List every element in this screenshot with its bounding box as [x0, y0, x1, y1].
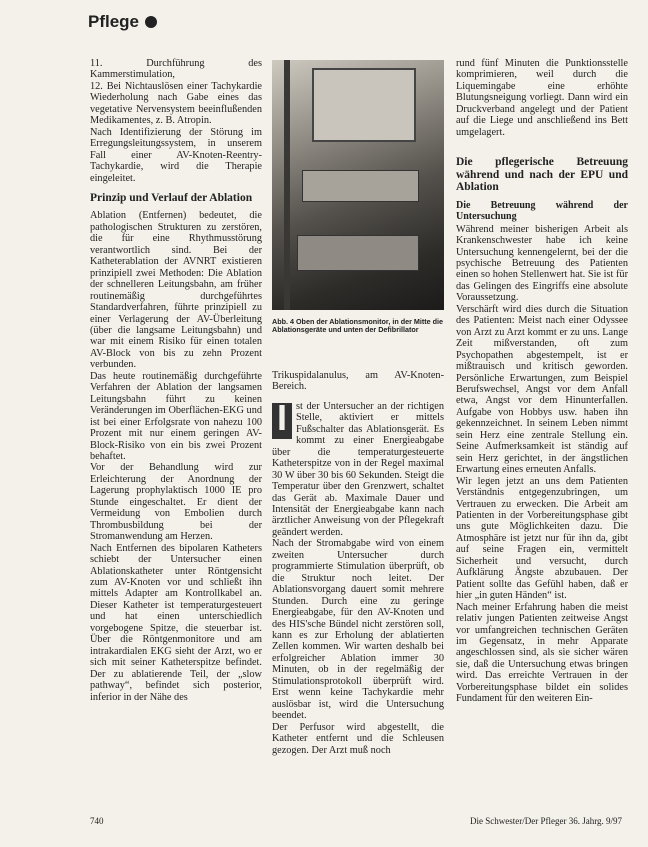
col1-intro: 11. Durchführung des Kammerstimulation, 12. Bei Nichtauslösen einer Tachykardie Wiederholung nach Gabe eines das vegetative Nervensystem beeinflußenden Medikamentes, z. B. Atropin. Nach Identifizierung der Störung im Erregungsleitungssystem, in unserem Fall einer AV-Knoten-Reentry-Tachykardie, wird die Therapie eingeleitet.: [90, 58, 262, 184]
figure-caption: Abb. 4 Oben der Ablationsmonitor, in der Mitte die Ablationsgeräte und unten der Defibrillator: [272, 317, 444, 335]
journal-reference: Die Schwester/Der Pfleger 36. Jahrg. 9/97: [470, 816, 623, 826]
col1-body: Ablation (Entfernen) bedeutet, die pathologischen Strukturen zu zerstören, die für eine Rhythmusstörung verantwortlich sind. Bei der Katheterablation der AVNRT existieren prinzipiell zwei Methoden: Die Ablation der schnelleren Leitungsbahn, am früher routinemäßig durchgeführtes Standardverfahren, führte prinzipiell zu einer Verlagerung der AV-Überleitung (über die langsame Leitungsbahn) und war mit einem Risiko für einen totalen AV-Block von bis zu zehn Prozent verbunden. Das heute routinemäßig durchgeführte Verfahren der Ablation der langsamen Leitungsbahn führt zu keinen Veränderungen im Oberflächen-EKG und ist bei einer Erfolgsrate von nahezu 100 Prozent mit nur einem geringen AV-Block-Risiko von ein bis zwei Prozent behaftet. Vor der Behandlung wird zur Erleichterung der Anordnung der Lagerung prophylaktisch 1000 IE pro Stunde eingeschaltet. Er dient der Vermeidung von Embolien durch Thrombusbildung bei der Stromanwendung am Herzen. Nach Entfernen des bipolaren Katheters schiebt der Untersucher einen Ablationskatheter unter Röntgensicht zum AV-Knoten vor und schließt ihn mittels Adapter am Kontrollkabel an. Dieser Katheter ist temperaturgesteuert und hat einen unterschiedlich vorgebogene Spitze, die steuerbar ist. Über die Röntgenmonitore und am intrakardialen EKG sieht der Arzt, wo er sich mit seiner Katheterspitze befindet. Der zu ablatierende Teil, der „slow pathway“, befindet sich posterior, inferior in der Nähe des: [90, 210, 262, 703]
drop-cap: I: [272, 403, 292, 439]
photo-stand: [284, 60, 290, 310]
photo-monitor: [312, 68, 416, 142]
col2-lead: Trikuspidalanulus, am AV-Knoten-Bereich.: [272, 370, 444, 393]
col2-body: st der Untersucher an der richtigen Stelle, aktiviert er mittels Fußschalter das Ablationsgerät. Es kommt zu einer Energieabgabe über die temperaturgesteuerte Katheterspitze von in der Regel maximal 30 W über 30 bis 60 Sekunden. Steigt die Temperatur über den Grenzwert, schaltet das Gerät ab. Maximale Dauer und Intensität der Energieabgabe kann nach ärztlicher Anweisung von der Pflegekraft geändert werden. Nach der Stromabgabe wird von einem zweiten Untersucher durch programmierte Stimulation überprüft, ob die Struktur noch leitet. Der Ablationsvorgang dauert somit mehrere Stunden. Durch eine zu geringe Energieabgabe, für den AV-Knoten und des HIS'sche Bündel nicht zerstören soll, kann es zur Erholung der ablatierten Zellen kommen. Wir warten deshalb bei erfolgreicher Ablation immer 30 Minuten, ob in der regelmäßig der Stimulationsprotokoll überprüft wird. Erst wenn keine Tachykardie mehr auslösbar ist, wird die Untersuchung beendet. Der Perfusor wird abgestellt, die Katheter entfernt und die Schleusen gezogen. Der Arzt muß noch: [272, 400, 444, 756]
col3-subheading: Die Betreuung während der Untersuchung: [456, 199, 628, 222]
photo-ablation-device: [302, 170, 419, 202]
col3-intro: rund fünf Minuten die Punktionsstelle komprimieren, weil durch die Liquemingabe eine erhöhte Blutungsneigung vorliegt. Dann wird ein Druckverband angelegt und der Patient auf die Liege und anschließend ins Bett umgelagert.: [456, 58, 628, 138]
figure-photo: [272, 60, 444, 310]
col3-body: Während meiner bisherigen Arbeit als Krankenschwester habe ich keine Untersuchung kennengelernt, bei der die psychische Betreuung des Patienten einen so hohen Stellenwert hat. Sie ist für das Gelingen des Eingriffs eine absolute Voraussetzung. Verschärft wird dies durch die Situation des Patienten: Meist nach einer Odyssee von Arzt zu Arzt kommt er zu uns. Lange Zeit mißverstanden, oft zum Psychopathen abgestempelt, ist er mißtrauisch und kritisch geworden. Persönliche Erwartungen, zum Beispiel Berufswechsel, Angst vor dem Anfall etwa, Angst vor dem Hinunterfallen. Aufgabe von Hobbys usw. haben ihn gekennzeichnet. In seinem Leben nimmt sein Herz eine zentrale Stellung ein. Seine Aufmerksamkeit ist ständig auf sein Herz gerichtet, in der ängstlichen Erwartung eines erneuten Anfalls. Wir legen jetzt an uns dem Patienten Verständnis entgegenzubringen, um Vertrauen zu erwecken. Die Arbeit am Patienten in der Vorbereitungsphase gibt uns gute Möglichkeiten dazu. Die Atmosphäre ist jetzt nur für ihn da, gibt auf seine Fragen ein, vermittelt Sicherheit und versucht, durch Aufklärung Ängste abzubauen. Der Patient sollte das Gefühl haben, daß er hier „in guten Händen“ ist. Nach meiner Erfahrung haben die meist relativ jungen Patienten zeitweise Angst vor umfangreichen technischen Geräten im Gegensatz, in mehr Apparate angeschlossen sind, als sie sicher wären sie, daß die Untersuchung etwas bringen wird. Das erreichte Vertrauen in der Vorbereitungsphase bildet ein solides Fundament für den weiteren Ein-: [456, 223, 628, 705]
section-dot-icon: [145, 16, 157, 28]
col1-heading: Prinzip und Verlauf der Ablation: [90, 191, 253, 204]
column-middle: [272, 370, 444, 756]
col3-heading: Die pflegerische Betreuung während und nach der EPU und Ablation: [456, 156, 628, 194]
section-title: Pflege: [88, 12, 140, 31]
column-right: [456, 58, 628, 705]
page-header: [88, 12, 157, 32]
photo-defibrillator: [297, 235, 419, 271]
page-number: 740: [90, 816, 104, 826]
column-left: [90, 58, 262, 703]
